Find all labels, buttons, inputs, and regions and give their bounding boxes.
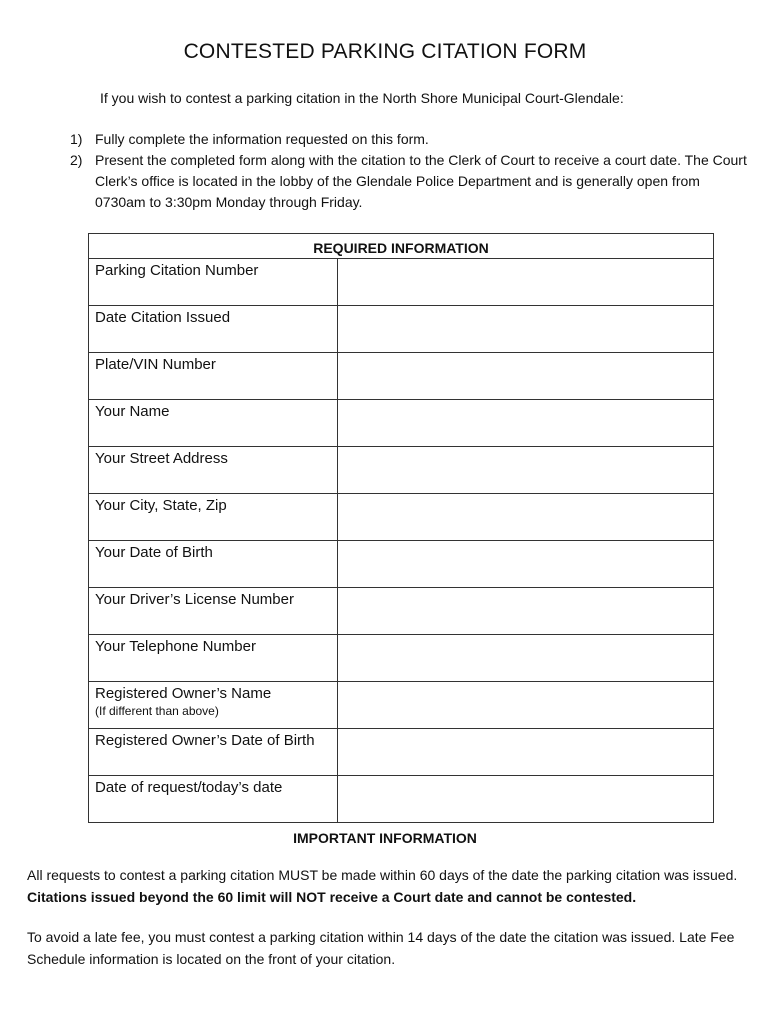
form-row <box>89 494 714 541</box>
instruction-number: 2) <box>70 152 83 168</box>
field-entry-cell[interactable] <box>338 353 714 400</box>
instruction-item <box>70 150 750 213</box>
required-information-table <box>88 233 714 823</box>
field-label: Your Telephone Number <box>95 638 256 655</box>
field-label-cell <box>89 541 338 588</box>
deadline-warning: Citations issued beyond the 60 limit will NOT receive a Court date and cannot be contested. <box>27 889 637 905</box>
field-label-cell <box>89 494 338 541</box>
field-label-cell <box>89 306 338 353</box>
field-entry-cell[interactable] <box>338 400 714 447</box>
form-row <box>89 447 714 494</box>
form-row <box>89 400 714 447</box>
field-label-cell <box>89 729 338 776</box>
form-row <box>89 682 714 729</box>
field-label-cell <box>89 682 338 729</box>
intro-text: If you wish to contest a parking citation in the North Shore Municipal Court-Glendale: <box>100 90 624 106</box>
form-row <box>89 259 714 306</box>
field-label-cell <box>89 353 338 400</box>
instruction-item <box>70 129 750 150</box>
field-label-cell <box>89 635 338 682</box>
deadline-paragraph <box>27 864 747 908</box>
field-entry-cell[interactable] <box>338 729 714 776</box>
field-entry-cell[interactable] <box>338 635 714 682</box>
field-label: Parking Citation Number <box>95 262 259 279</box>
field-label: Plate/VIN Number <box>95 356 216 373</box>
field-label-cell <box>89 400 338 447</box>
form-row <box>89 353 714 400</box>
field-entry-cell[interactable] <box>338 447 714 494</box>
field-label: Your City, State, Zip <box>95 497 227 514</box>
field-entry-cell[interactable] <box>338 588 714 635</box>
form-row <box>89 588 714 635</box>
field-entry-cell[interactable] <box>338 259 714 306</box>
important-information-title: IMPORTANT INFORMATION <box>293 830 477 846</box>
instruction-text: Present the completed form along with the citation to the Clerk of Court to receive a court date. The Court Clerk’s office is located in the lobby of the Glendale Police Department and is generally open from 0730am to 3:30pm Monday through Friday. <box>95 152 747 210</box>
field-label: Registered Owner’s Date of Birth <box>95 732 315 749</box>
instruction-list <box>70 129 750 213</box>
field-label: Date of request/today’s date <box>95 779 283 796</box>
field-label-cell <box>89 259 338 306</box>
late-fee-paragraph: To avoid a late fee, you must contest a parking citation within 14 days of the date the citation was issued. Late Fee Schedule information is located on the front of your citation. <box>27 929 735 967</box>
field-entry-cell[interactable] <box>338 776 714 823</box>
field-entry-cell[interactable] <box>338 306 714 353</box>
field-label-cell <box>89 776 338 823</box>
form-row <box>89 729 714 776</box>
required-information-header: REQUIRED INFORMATION <box>89 234 714 259</box>
field-label: Registered Owner’s Name <box>95 685 272 702</box>
form-title: CONTESTED PARKING CITATION FORM <box>183 40 587 63</box>
field-entry-cell[interactable] <box>338 494 714 541</box>
deadline-text: All requests to contest a parking citation MUST be made within 60 days of the date the parking citation was issued. <box>27 867 738 883</box>
field-sublabel: (If different than above) <box>95 704 219 718</box>
form-row <box>89 306 714 353</box>
field-label: Your Date of Birth <box>95 544 213 561</box>
field-label: Your Name <box>95 403 170 420</box>
field-label-cell <box>89 588 338 635</box>
form-row <box>89 541 714 588</box>
field-label: Your Driver’s License Number <box>95 591 294 608</box>
form-row <box>89 776 714 823</box>
instruction-number: 1) <box>70 131 83 147</box>
field-entry-cell[interactable] <box>338 541 714 588</box>
field-label: Date Citation Issued <box>95 309 231 326</box>
field-label: Your Street Address <box>95 450 228 467</box>
instruction-text: Fully complete the information requested on this form. <box>95 131 429 147</box>
field-label-cell <box>89 447 338 494</box>
field-entry-cell[interactable] <box>338 682 714 729</box>
form-row <box>89 635 714 682</box>
